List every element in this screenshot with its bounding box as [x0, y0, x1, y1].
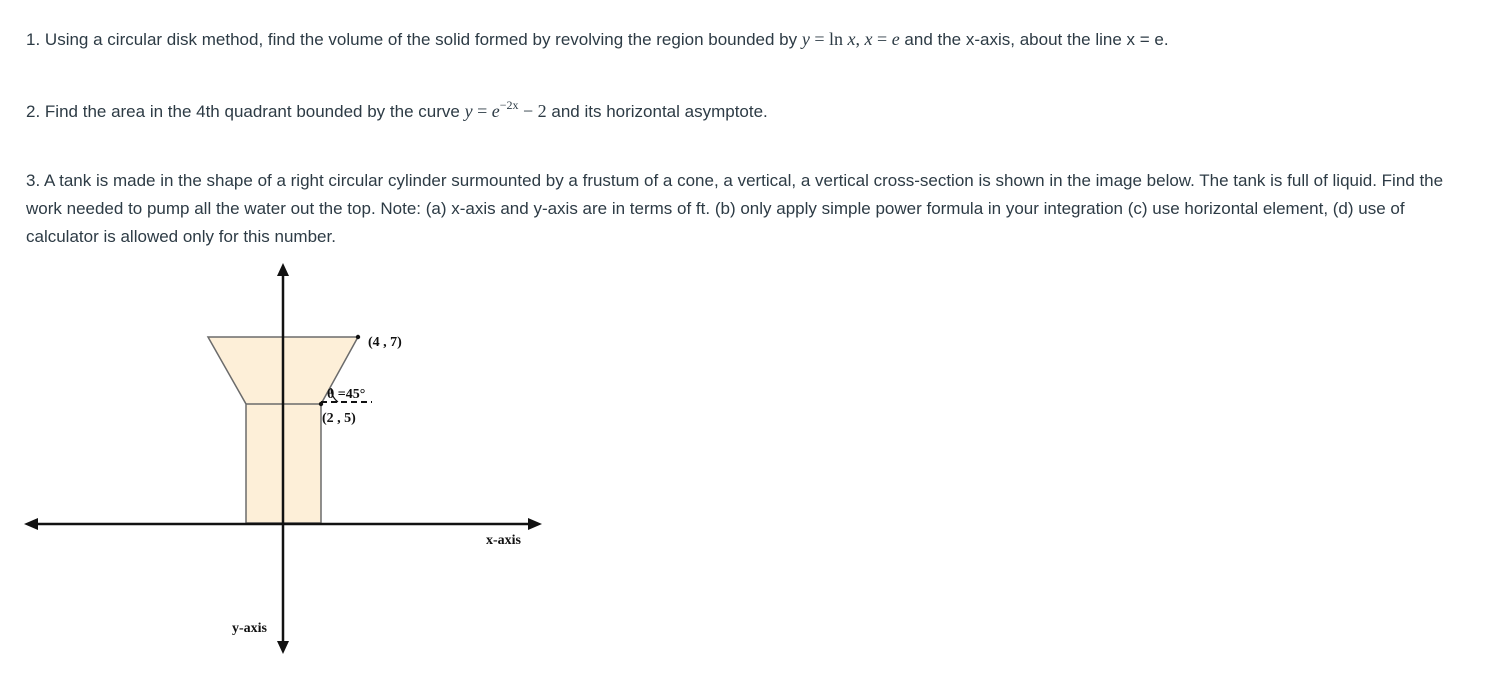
label-angle: θ =45°: [327, 387, 366, 402]
eq-e: e: [491, 101, 500, 121]
point-2-5: [319, 402, 323, 406]
problem-3: [26, 167, 1466, 251]
tank-cross-section-figure: [20, 258, 560, 668]
eq-ln: ln: [829, 29, 844, 49]
eq-e: e: [891, 29, 900, 49]
eq-equals: =: [814, 29, 825, 49]
eq-exponent: −2x: [499, 98, 519, 112]
eq-equals: =: [477, 101, 488, 121]
problem-1: [26, 25, 1169, 54]
eq-two: 2: [537, 101, 547, 121]
label-mid-point: (2 , 5): [322, 411, 356, 426]
problem-3-text: A tank is made in the shape of a right circular cylinder surmounted by a frustum of a cone, a vertical, a vertical cross-section is shown in the image below. The tank is full of liquid. Find the work needed to pump all the water out the top. Note: (a) x-axis and y-axis are in terms of ft. (b) only apply simple power formula in your integration (c) use horizontal element, (d) use of calculator is allowed only for this number.: [26, 171, 1444, 246]
problem-2-number: 2.: [26, 102, 41, 121]
label-y-axis: y-axis: [232, 621, 267, 636]
y-axis-top-arrow-icon: [277, 263, 289, 276]
eq-x: x: [847, 29, 856, 49]
tank-diagram-svg: [20, 258, 560, 668]
label-top-point: (4 , 7): [368, 335, 402, 350]
eq-y: y: [801, 29, 810, 49]
problem-1-equation: [802, 29, 900, 49]
eq-minus: −: [523, 101, 534, 121]
problem-3-number: 3.: [26, 171, 41, 190]
x-axis-right-arrow-icon: [528, 518, 542, 530]
eq-sep: ,: [855, 29, 861, 49]
problem-1-text-b: and the x-axis, about the line x = e.: [904, 30, 1169, 49]
eq-equals-2: =: [877, 29, 888, 49]
point-4-7: [356, 335, 360, 339]
eq-x2: x: [864, 29, 873, 49]
problem-2-text-a: Find the area in the 4th quadrant bounded by the curve: [44, 102, 460, 121]
problem-1-text-a: Using a circular disk method, find the volume of the solid formed by revolving the region bounded by: [44, 30, 798, 49]
problem-2: [26, 91, 768, 126]
problem-2-text-b: and its horizontal asymptote.: [551, 102, 768, 121]
y-axis-bottom-arrow-icon: [277, 641, 289, 654]
label-x-axis: x-axis: [486, 533, 521, 548]
x-axis-left-arrow-icon: [24, 518, 38, 530]
problem-1-number: 1.: [26, 30, 41, 49]
problem-2-equation: [464, 98, 547, 121]
eq-y: y: [464, 101, 473, 121]
